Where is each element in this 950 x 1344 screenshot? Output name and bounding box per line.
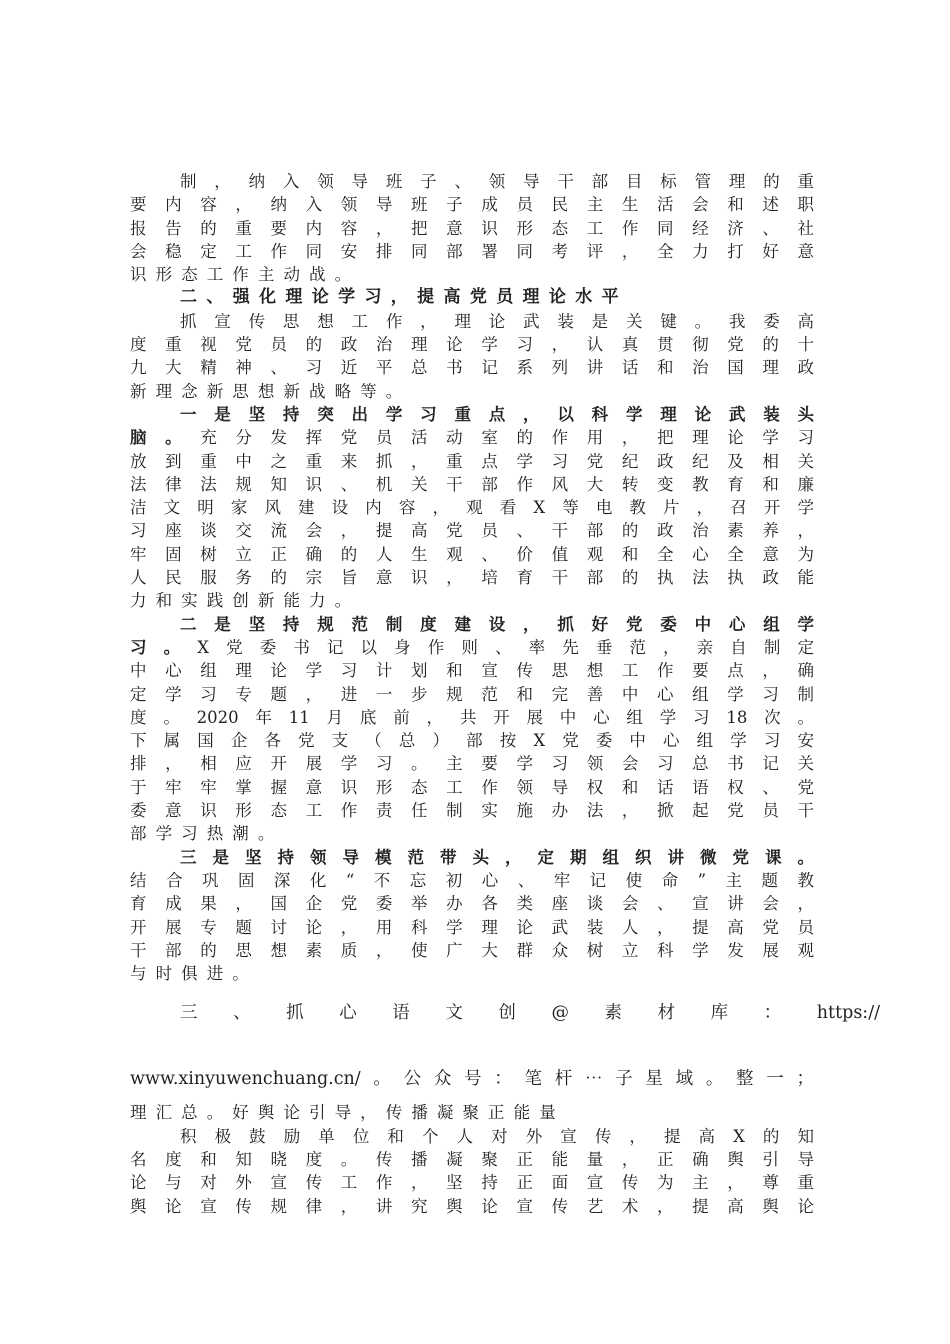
text-run: 充分发挥党员活动室的作用，把理论学习: [200, 428, 815, 448]
text-line: 干部的思想素质，使广大群众树立科学发展观: [130, 940, 814, 960]
text-line: 九大精神、习近平总书记系列讲话和治国理政: [130, 358, 814, 378]
text-line: 部学习热潮。: [130, 824, 284, 844]
text-line: 人民服务的宗旨意识，培育干部的执法执政能: [130, 568, 814, 588]
section-heading-3: 理汇总。好舆论引导，传播凝聚正能量: [130, 1103, 565, 1123]
text-line: 下属国企各党支（总）部按X党委中心组学习安: [130, 731, 814, 751]
text-line: 法律法规知识、机关干部作风大转变教育和廉: [130, 474, 814, 494]
text-line: 要内容，纳入领导班子成员民主生活会和述职: [130, 195, 814, 215]
source-line: 三、抓心语文创@素材库：https://: [180, 1003, 880, 1024]
text-line: 新理念新思想新战略等。: [130, 381, 412, 401]
subheading-tail: 习。: [130, 637, 198, 657]
text-line: 积极鼓励单位和个人对外宣传，提高X的知: [180, 1126, 814, 1146]
text-line: 制，纳入领导班子、领导干部目标管理的重: [180, 172, 814, 191]
text-line: 抓宣传思想工作，理论武装是关键。我委高: [180, 311, 814, 331]
text-line: 度。2020年11月底前，共开展中心组学习18次。: [130, 707, 814, 727]
text-line: 排，相应开展学习。主要学习领会习总书记关: [130, 754, 814, 774]
subheading-tail: 脑。: [130, 428, 201, 448]
text-line: 定学习专题，进一步规范和完善中心组学习制: [130, 684, 814, 704]
paragraph-4: [130, 613, 814, 846]
paragraph-6: [130, 1125, 814, 1218]
text-line: 与时俱进。: [130, 964, 258, 984]
text-line: 力和实践创新能力。: [130, 591, 361, 611]
text-line: 结合巩固深化“不忘初心、牢记使命”主题教: [130, 870, 814, 890]
text-run: X党委书记以身作则、率先垂范，亲自制定: [197, 637, 815, 657]
subheading-line: 二是坚持规范制度建设，抓好党委中心组学: [180, 614, 814, 634]
text-line: 识形态工作主动战。: [130, 265, 361, 285]
text-line: 会稳定工作同安排同部署同考评，全力打好意: [130, 241, 814, 261]
text-line: 开展专题讨论，用科学理论武装人，提高党员: [130, 917, 814, 937]
text-line: 舆论宣传规律，讲究舆论宣传艺术，提高舆论: [130, 1196, 814, 1216]
paragraph-5: [130, 846, 814, 986]
text-line: 习座谈交流会，提高党员、干部的政治素养，: [130, 521, 814, 541]
subheading-line: 一是坚持突出学习重点，以科学理论武装头: [180, 404, 814, 424]
paragraph-3: [130, 403, 814, 613]
text-line: 论与对外宣传工作，坚持正面宣传为主，尊重: [130, 1173, 814, 1193]
document-page: [130, 170, 880, 1218]
text-line: 度重视党员的政治理论学习，认真贯彻党的十: [130, 335, 814, 355]
text-line: 中心组理论学习计划和宣传思想工作要点，确: [130, 661, 814, 681]
text-line: 报告的重要内容，把意识形态工作同经济、社: [130, 218, 814, 238]
text-line: 名度和知晓度。传播凝聚正能量，正确舆引导: [130, 1149, 814, 1169]
text-line: 于牢牢掌握意识形态工作领导权和话语权、党: [130, 777, 814, 797]
subheading-line: 三是坚持领导模范带头，定期组织讲微党课。: [180, 847, 814, 867]
text-line: [130, 426, 814, 449]
text-line: 委意识形态工作责任制实施办法，掀起党员干: [130, 801, 814, 821]
section-heading-2: 二、强化理论学习，提高党员理论水平: [180, 287, 628, 308]
text-line: 放到重中之重来抓，重点学习党纪政纪及相关: [130, 451, 814, 471]
text-line: 育成果，国企党委举办各类座谈会、宣讲会，: [130, 894, 814, 914]
source-line: www.xinyuwenchuang.cn/。公众号：笔杆⋯子星域。整一；: [130, 1069, 814, 1090]
paragraph-1: [130, 170, 814, 286]
text-line: [130, 636, 814, 659]
text-line: 牢固树立正确的人生观、价值观和全心全意为: [130, 544, 814, 564]
paragraph-2: [130, 310, 814, 403]
text-line: 洁文明家风建设内容，观看X等电教片，召开学: [130, 498, 814, 518]
